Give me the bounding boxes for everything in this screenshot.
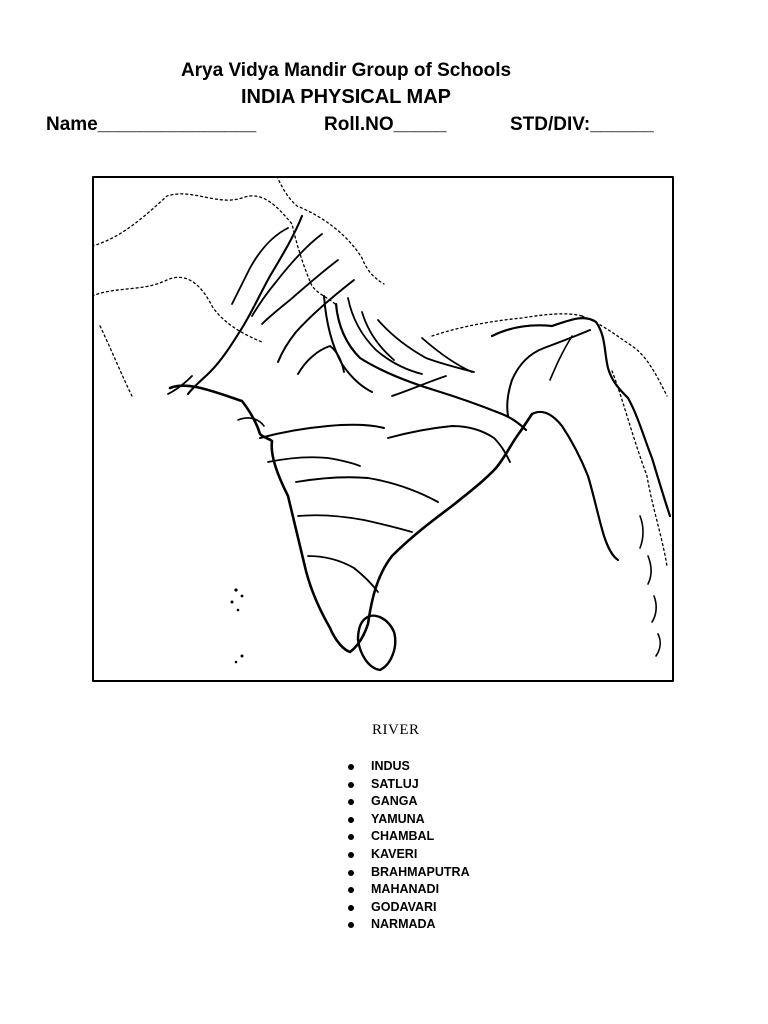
ganga-tributary-3 (378, 320, 474, 372)
kaveri-river (308, 556, 378, 592)
bullet-icon (348, 799, 354, 805)
list-item (344, 899, 470, 917)
bullet-icon (348, 764, 354, 770)
list-item (344, 793, 470, 811)
indus-tributary-1 (232, 228, 288, 304)
brahmaputra-river (507, 330, 590, 416)
river-name: BRAHMAPUTRA (371, 864, 470, 879)
krishna-river (298, 515, 412, 532)
river-name: NARMADA (371, 917, 436, 932)
chambal-river (298, 346, 344, 374)
bullet-icon (348, 852, 354, 858)
bullet-icon (348, 922, 354, 928)
page-title: INDIA PHYSICAL MAP (240, 86, 452, 108)
bullet-icon (348, 887, 354, 893)
list-item (344, 758, 470, 776)
river-name: CHAMBAL (371, 829, 435, 844)
school-name: Arya Vidya Mandir Group of Schools (180, 60, 512, 81)
river-list (344, 758, 470, 934)
river-name: GODAVARI (371, 899, 437, 914)
northern-boundary (277, 176, 384, 284)
std-div-field[interactable]: STD/DIV:______ (510, 114, 654, 135)
east-boundary (432, 314, 582, 336)
river-name: MAHANADI (371, 882, 440, 897)
river-name: SATLUJ (371, 776, 419, 791)
mahanadi-river (388, 426, 510, 462)
river-name: INDUS (371, 759, 410, 773)
list-item (344, 864, 470, 882)
ganga-tributary-1 (348, 298, 422, 374)
narmada-river (260, 425, 384, 438)
river-name: KAVERI (371, 846, 418, 861)
list-item (344, 828, 470, 846)
roll-no-field[interactable]: Roll.NO_____ (324, 114, 447, 135)
ganga-river (336, 304, 526, 430)
northeast-outline (492, 318, 670, 516)
list-item (344, 846, 470, 864)
godavari-river (296, 477, 438, 502)
burma-boundary (612, 371, 667, 566)
india-physical-map (92, 176, 674, 682)
student-fields (46, 114, 726, 140)
bullet-icon (348, 834, 354, 840)
sri-lanka-outline (358, 616, 395, 670)
river-heading: RIVER (372, 722, 420, 738)
andaman-islands (640, 516, 660, 656)
lakshadweep-islands (231, 588, 244, 663)
list-item (344, 916, 470, 934)
list-item (344, 776, 470, 794)
name-field[interactable]: Name_______________ (46, 114, 257, 135)
river-name: GANGA (371, 794, 418, 809)
satluj-river (278, 280, 354, 362)
river-name: YAMUNA (371, 811, 425, 826)
bullet-icon (348, 782, 354, 788)
tapi-river (268, 457, 360, 466)
coast-bay (238, 418, 264, 426)
bullet-icon (348, 905, 354, 911)
ganga-tributary-4 (422, 338, 472, 372)
east-coast (532, 412, 618, 560)
china-boundary (582, 316, 667, 396)
southwest-boundary (100, 326, 132, 396)
map-border (93, 177, 673, 681)
bullet-icon (348, 870, 354, 876)
list-item (344, 811, 470, 829)
afghan-boundary (92, 277, 262, 342)
list-item (344, 881, 470, 899)
boundaries (92, 176, 667, 566)
bullet-icon (348, 817, 354, 823)
